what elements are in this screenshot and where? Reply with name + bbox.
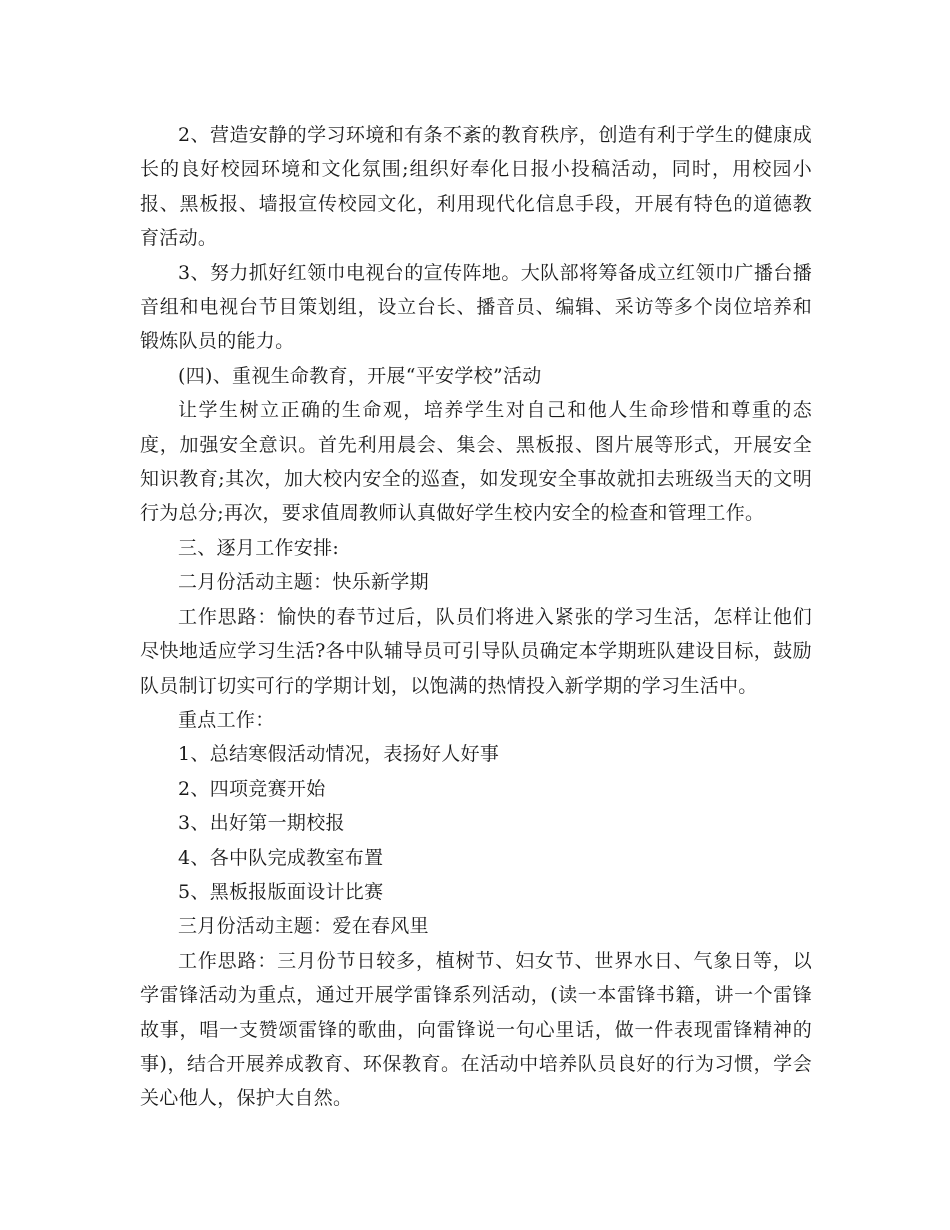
paragraph-item-2: 2、营造安静的学习环境和有条不紊的教育秩序，创造有利于学生的健康成长的良好校园环境和文化氛围;组织好奉化日报小投稿活动，同时，用校园小报、黑板报、墙报宣传校园文化，利用现代化信息手段，开展有特色的道德教育活动。 [140,124,812,250]
key-work-item: 1、总结寒假活动情况，表扬好人好事 [178,743,500,766]
section-heading-monthly: 三、逐月工作安排: [178,536,340,559]
key-work-item: 3、出好第一期校报 [178,812,345,835]
march-work-idea: 工作思路：三月份节日较多，植树节、妇女节、世界水日、气象日等，以学雷锋活动为重点，通过开展学雷锋系列活动，(读一本雷锋书籍，讲一个雷锋故事，唱一支赞颂雷锋的歌曲，向雷锋说一句心里话，做一件表现雷锋精神的事)，结合开展养成教育、环保教育。在活动中培养队员良好的行为习惯，学会关心他人，保护大自然。 [140,949,812,1110]
paragraph-item-3: 3、努力抓好红领巾电视台的宣传阵地。大队部将筹备成立红领巾广播台播音组和电视台节目策划组，设立台长、播音员、编辑、采访等多个岗位培养和锻炼队员的能力。 [140,261,812,353]
key-work-heading: 重点工作： [178,708,275,731]
paragraph-safety: 让学生树立正确的生命观，培养学生对自己和他人生命珍惜和尊重的态度，加强安全意识。首先利用晨会、集会、黑板报、图片展等形式，开展安全知识教育;其次，加大校内安全的巡查，如发现安全事故就扣去班级当天的文明行为总分;再次，要求值周教师认真做好学生校内安全的检查和管理工作。 [140,399,812,525]
key-work-item: 5、黑板报版面设计比赛 [178,880,384,903]
key-work-item: 2、四项竞赛开始 [178,777,326,800]
section-heading-4: (四)、重视生命教育，开展“平安学校”活动 [178,364,542,387]
document-page [140,118,812,1116]
february-work-idea: 工作思路：愉快的春节过后，队员们将进入紧张的学习生活，怎样让他们尽快地适应学习生活?各中队辅导员可引导队员确定本学期班队建设目标，鼓励队员制订切实可行的学期计划，以饱满的热情投入新学期的学习生活中。 [140,605,812,697]
february-theme: 二月份活动主题：快乐新学期 [178,571,429,594]
march-theme: 三月份活动主题：爱在春风里 [178,915,429,938]
key-work-item: 4、各中队完成教室布置 [178,846,384,869]
